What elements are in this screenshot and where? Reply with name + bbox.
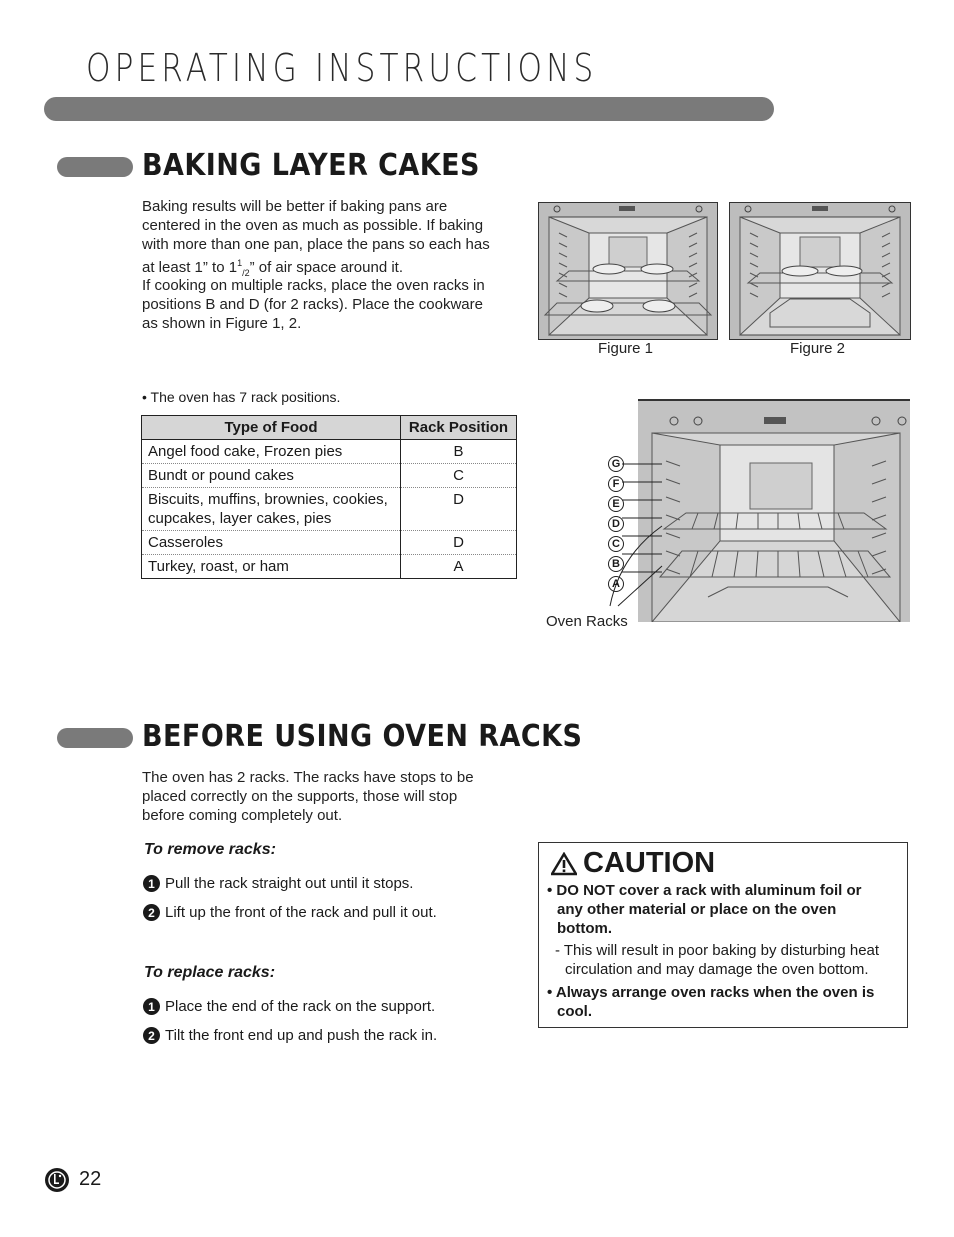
text-line: as shown in Figure 1, 2.: [142, 315, 302, 332]
text-fragment: ” of air space around it.: [249, 259, 404, 276]
table-cell-food: Angel food cake, Frozen pies: [142, 440, 401, 464]
table-cell-food: [142, 488, 401, 531]
caution-bullet: [547, 983, 903, 1021]
table-cell-food: Casseroles: [142, 531, 401, 555]
remove-step: [143, 904, 437, 921]
replace-step: [143, 1027, 437, 1044]
rack-label: B: [608, 556, 624, 572]
caution-note: [555, 941, 905, 979]
oven-illustration: [539, 203, 717, 339]
lg-logo-mark: [45, 1168, 69, 1192]
table-cell-position: C: [401, 464, 517, 488]
text-line: any other material or place on the oven: [557, 901, 837, 918]
step-text: Pull the rack straight out until it stops.: [165, 875, 414, 892]
section-pill: [57, 157, 133, 177]
figure-1-oven-image: [538, 202, 718, 340]
replace-racks-heading: To replace racks:: [144, 964, 276, 981]
table-header: Type of Food: [142, 416, 401, 440]
text-line: cupcakes, layer cakes, pies: [148, 510, 332, 527]
text-line: before coming completely out.: [142, 807, 343, 824]
remove-racks-heading: To remove racks:: [144, 841, 276, 858]
page-header-title: OPERATING INSTRUCTIONS: [86, 46, 598, 90]
text-line: Biscuits, muffins, brownies, cookies,: [148, 491, 388, 508]
baking-paragraph-2: [142, 276, 522, 333]
text-line: The oven has 2 racks. The racks have stops to be: [142, 769, 474, 786]
text-line: circulation and may damage the oven bottom.: [565, 961, 869, 978]
section-title-baking: BAKING LAYER CAKES: [142, 148, 480, 183]
step-text: Place the end of the rack on the support.: [165, 998, 436, 1015]
rack-position-table: [141, 415, 517, 579]
table-header-row: [142, 416, 517, 440]
table-row: [142, 464, 517, 488]
table-cell-position: D: [401, 488, 517, 531]
caution-heading: [551, 847, 715, 880]
warning-triangle-icon: [551, 852, 577, 876]
table-cell-food: Turkey, roast, or ham: [142, 555, 401, 579]
baking-paragraph-1: [142, 197, 522, 283]
fraction-num: 1: [237, 258, 243, 268]
rack-label: D: [608, 516, 624, 532]
table-row: [142, 488, 517, 531]
table-cell-food: Bundt or pound cakes: [142, 464, 401, 488]
lg-logo: [45, 1168, 69, 1192]
step-number: 1: [143, 998, 160, 1015]
text-line: • DO NOT cover a rack with aluminum foil or: [547, 882, 862, 899]
table-row: [142, 440, 517, 464]
step-text: Lift up the front of the rack and pull it out.: [165, 904, 437, 921]
rack-label: A: [608, 576, 624, 592]
text-line: bottom.: [557, 920, 612, 937]
rack-pointer-lines: [600, 456, 680, 616]
text-line: If cooking on multiple racks, place the oven racks in: [142, 277, 485, 294]
fraction-den: /2: [242, 268, 250, 278]
text-line: positions B and D (for 2 racks). Place the cookware: [142, 296, 483, 313]
table-cell-position: A: [401, 555, 517, 579]
table-cell-position: D: [401, 531, 517, 555]
step-text: Tilt the front end up and push the rack in.: [165, 1027, 438, 1044]
text-line: placed correctly on the supports, those will stop: [142, 788, 458, 805]
text-fragment: at least 1” to 1: [142, 259, 238, 276]
replace-step: [143, 998, 435, 1015]
rack-positions-note: • The oven has 7 rack positions.: [142, 389, 341, 405]
page-number: 22: [79, 1168, 102, 1190]
remove-step: [143, 875, 413, 892]
section-title-racks: BEFORE USING OVEN RACKS: [142, 719, 583, 754]
figure-1-caption: Figure 1: [598, 340, 654, 357]
racks-paragraph: [142, 768, 522, 825]
text-line: • Always arrange oven racks when the oven is: [547, 984, 875, 1001]
text-line: centered in the oven as much as possible. If baking: [142, 217, 484, 234]
text-line: - This will result in poor baking by disturbing heat: [555, 942, 880, 959]
rack-label: E: [608, 496, 624, 512]
rack-label: F: [608, 476, 624, 492]
text-line: cool.: [557, 1003, 593, 1020]
header-bar: [44, 97, 774, 121]
caution-title: CAUTION: [583, 847, 716, 879]
table-cell-position: B: [401, 440, 517, 464]
caution-box: [538, 842, 908, 1028]
text-line: Baking results will be better if baking pans are: [142, 198, 448, 215]
table-row: [142, 555, 517, 579]
oven-illustration: [730, 203, 910, 339]
step-number: 2: [143, 1027, 160, 1044]
step-number: 2: [143, 904, 160, 921]
rack-label: C: [608, 536, 624, 552]
oven-racks-caption: Oven Racks: [546, 613, 628, 630]
step-number: 1: [143, 875, 160, 892]
text-line: with more than one pan, place the pans so each has: [142, 236, 490, 253]
table-header: Rack Position: [401, 416, 517, 440]
figure-2-oven-image: [729, 202, 911, 340]
table-row: [142, 531, 517, 555]
section-pill: [57, 728, 133, 748]
rack-label: G: [608, 456, 624, 472]
figure-2-caption: Figure 2: [790, 340, 846, 357]
caution-bullet: [547, 881, 903, 938]
